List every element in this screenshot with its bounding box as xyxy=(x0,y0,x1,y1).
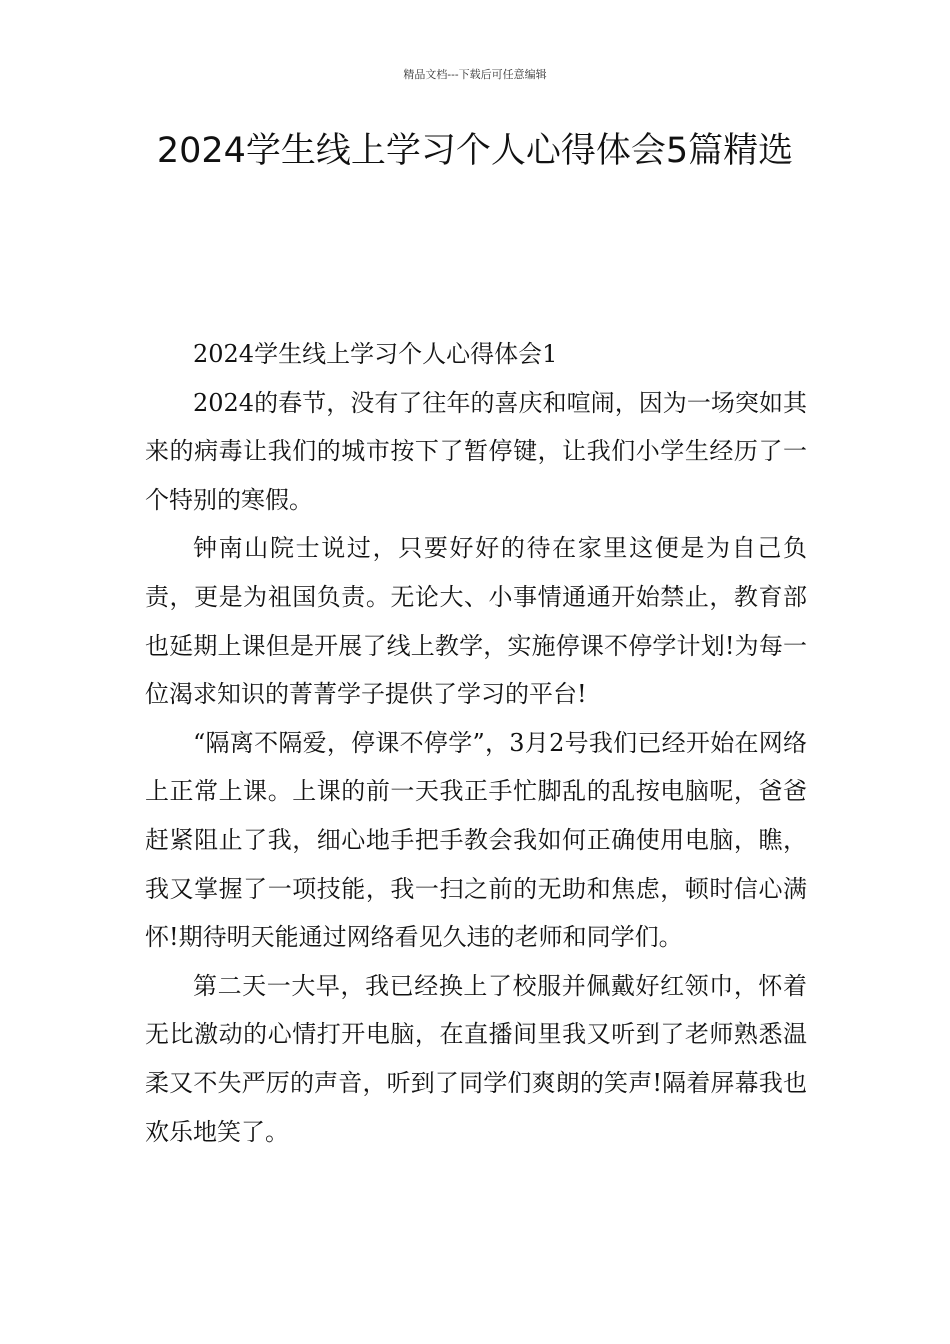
paragraph-2: 钟南山院士说过，只要好好的待在家里这便是为自己负责，更是为祖国负责。无论大、小事情通通开始禁止，教育部也延期上课但是开展了线上教学，实施停课不停学计划!为每一位渴求知识的菁菁学子提供了学习的平台! xyxy=(145,534,807,709)
document-body xyxy=(145,330,807,1156)
section-heading: 2024学生线上学习个人心得体会1 xyxy=(193,340,558,368)
header-note: 精品文档---下载后可任意编辑 xyxy=(403,68,547,81)
paragraph-4: 第二天一大早，我已经换上了校服并佩戴好红领巾，怀着无比激动的心情打开电脑，在直播间里我又听到了老师熟悉温柔又不失严厉的声音，听到了同学们爽朗的笑声!隔着屏幕我也欢乐地笑了。 xyxy=(145,971,807,1146)
paragraph-1: 2024的春节，没有了往年的喜庆和喧闹，因为一场突如其来的病毒让我们的城市按下了暂停键，让我们小学生经历了一个特别的寒假。 xyxy=(145,388,807,514)
paragraph-3: “隔离不隔爱，停课不停学”，3月2号我们已经开始在网络上正常上课。上课的前一天我正手忙脚乱的乱按电脑呢，爸爸赶紧阻止了我，细心地手把手教会我如何正确使用电脑，瞧，我又掌握了一项技能，我一扫之前的无助和焦虑，顿时信心满怀!期待明天能通过网络看见久违的老师和同学们。 xyxy=(145,728,807,952)
document-title: 2024学生线上学习个人心得体会5篇精选 xyxy=(156,131,794,171)
